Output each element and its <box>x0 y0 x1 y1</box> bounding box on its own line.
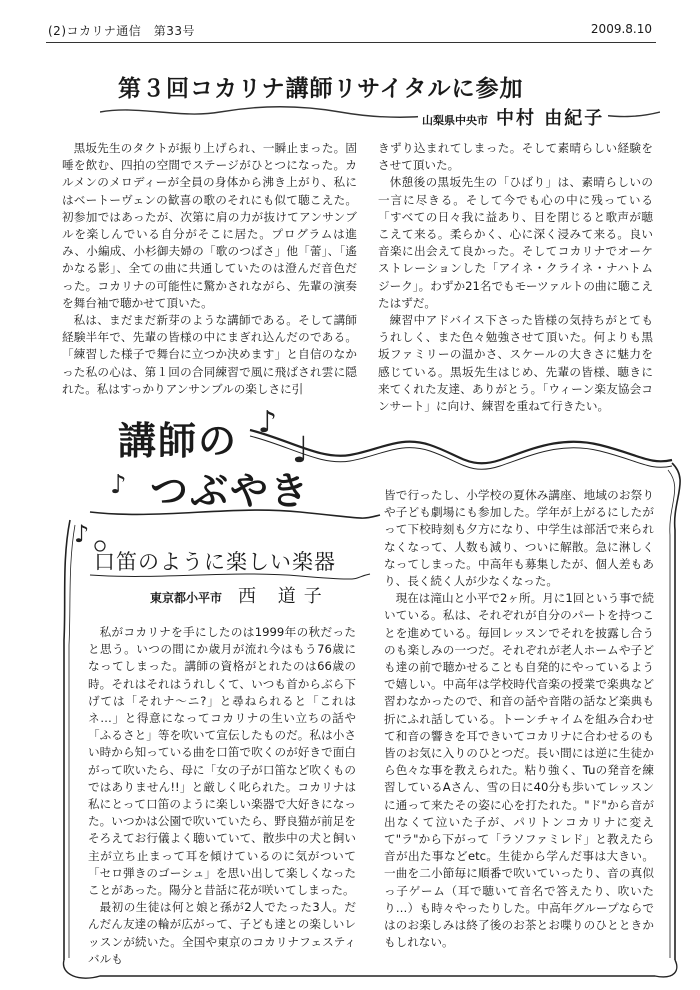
article1-paragraph: きずり込まれてしまった。そして素晴らしい経験をさせて頂いた。 <box>378 141 653 173</box>
article1-title: 第３回コカリナ講師リサイタルに参加 <box>118 76 524 102</box>
music-note-icon: ♩ <box>292 430 309 471</box>
article2-author-prefecture: 東京都小平市 <box>150 591 223 605</box>
article1-paragraph: 休憩後の黒坂先生の「ひばり」は、素晴らしいの一言に尽きる。そして今でも心の中に残っている「すべての日々我に益あり、目を閉じると歌声が聴こえて来る。柔らかく、心に深く浸みて来る。良い音楽に出会えて良かった。そしてコカリナでオーケストレーションした「アイネ・クライネ・ナハトムジーク」。わずか21名でもモーツァルトの曲に聴こえたはずだ。 <box>378 175 653 310</box>
article2-column-right <box>384 487 654 951</box>
article1-paragraph: 練習中アドバイス下さった皆様の気持ちがとてもうれしく、また色々勉強させて頂いた。何よりも黒坂ファミリーの温かさ、スケールの大きさに魅力を感じている。黒坂先生はじめ、先輩の皆様、聴きに来てくれた友達、ありがとう。「ウィーン楽友協会コンサート」に向け、練習を重ねて行きたい。 <box>378 313 653 414</box>
article1-column-left <box>62 140 357 398</box>
section-title-line1: 講師の <box>118 419 239 463</box>
header-issue: (2)コカリナ通信 第33号 <box>48 24 196 38</box>
article2-paragraph: 皆で行ったし、小学校の夏休み講座、地域のお祭りや子ども劇場にも参加した。学年が上がるにしたがって下校時刻も夕方になり、中学生は部活で来られなくなって、人数も減り、ついに解散。急に淋しくなってしまった。中高年も募集したが、個人差もあり、長く続く人が少なくなった。 <box>384 488 654 589</box>
article2-column-left <box>88 624 356 968</box>
article1-author <box>418 104 608 130</box>
article1-paragraph: 私は、まだまだ新芽のような講師である。そして講師経験半年で、先輩の皆様の中にまぎれ込んだのである。「練習した様子で舞台に立つか決めます」と自信のなかった私の心は、第１回の合同練習で風に飛ばされ雲に隠れた。私はすっかりアンサンブルの楽しさに引 <box>62 313 357 396</box>
article2-author <box>150 582 330 608</box>
header-rule <box>46 42 656 43</box>
article2-paragraph: 現在は滝山と小平で2ヶ所。月に1回という事で続いている。私は、それぞれが自分のパートを持つことを進めている。毎回レッスンでそれを披露し合うのも楽しみの一つだ。それぞれが老人ホームや子ども達の前で聴かせることも自発的にやっているようで嬉しい。中高年は学校時代音楽の授業で楽典など習わなかったので、和音の話や音階の話など楽典も折にふれ話している。トーンチャイムを組み合わせて和音の響きを耳できいてコカリナに合わせるのも皆のお気に入りのひとつだ。長い間には逆に生徒から色々な事を教えられた。粘り強く、Tuの発音を練習しているAさん、雪の日に40分も歩いてレッスンに通って来たその姿に心を打たれた。"ド"から音が出なくて泣いた子が、パリトンコカリナに変えて"ラ"から下がって「ラソファミレド」と教えたら音が出た事などetc。生徒から学んだ事は大きい。一曲を二小節毎に順番で吹いていったり、音の真似っ子ゲーム（耳で聴いて音名で答えたり、吹いたり…）も時々やったりした。中高年グループならではのお楽しみは終了後のお茶とお喋りのひとときかもしれない。 <box>384 591 654 950</box>
article2-paragraph: 最初の生徒は何と娘と孫が2人でたった3人。だんだん友達の輪が広がって、子ども達との楽しいレッスンが続いた。全国や東京のコカリナフェスティバルも <box>88 900 356 966</box>
article2-title: 口笛のように楽しい楽器 <box>94 550 336 574</box>
article2-author-name: 西 道子 <box>238 586 330 607</box>
article1-paragraph: 黒坂先生のタクトが振り上げられ、一瞬止まった。固唾を飲む、四拍の空間でステージがひとつになった。カルメンのメロディーが全員の身体から沸き上がり、私にはベートーヴェンの歓喜の歌のそれにも似て聴こえた。初参加ではあったが、次第に肩の力が抜けてアンサンブルを楽しんでいる自分がそこに居た。プログラムは進み、小編成、小杉御夫婦の「歌のつばさ」他「蕾」、「遙かなる影」、全ての曲に共通していたのは澄んだ音色だった。コカリナの可能性に驚かされながら、先輩の演奏を舞台袖で聴かせて頂いた。 <box>62 141 357 310</box>
music-note-icon: ♪ <box>110 470 127 500</box>
article2-paragraph: 私がコカリナを手にしたのは1999年の秋だったと思う。いつの間にか歳月が流れ今はもう76歳になってしまった。講師の資格がとれたのは66歳の時。それはそれはうれしくて、いつも首からぶら下げては「それナ〜ニ?」と尋ねられると「これはネ…」と得意になってコカリナの生い立ちの話や「ふるさと」等を吹いて宣伝したものだ。私は小さい時から知っている曲を口笛で吹くのが好きで面白がって吹いたら、母に「女の子が口笛など吹くものではありません!!」と厳しく叱られた。コカリナは私にとって口笛のように楽しい楽器で大好きになった。いつかは公園で吹いていたら、野良猫が前足をそろえてお行儀よく聴いていて、散歩中の犬と飼い主が立ち止まって耳を傾けているのに気がついて「セロ弾きのゴーシュ」を思い出して楽しくなったことがあった。陽分と昔話に花が咲いてしまった。 <box>88 625 356 898</box>
section-title-line2: つぶやき <box>150 469 311 513</box>
music-note-icon: ♪ <box>74 520 90 548</box>
article1-column-right <box>378 140 653 415</box>
music-note-icon: ♪ <box>258 405 278 440</box>
article1-author-name: 中村 由紀子 <box>496 108 605 129</box>
article1-author-prefecture: 山梨県中央市 <box>422 114 488 127</box>
header-date: 2009.8.10 <box>590 22 652 36</box>
